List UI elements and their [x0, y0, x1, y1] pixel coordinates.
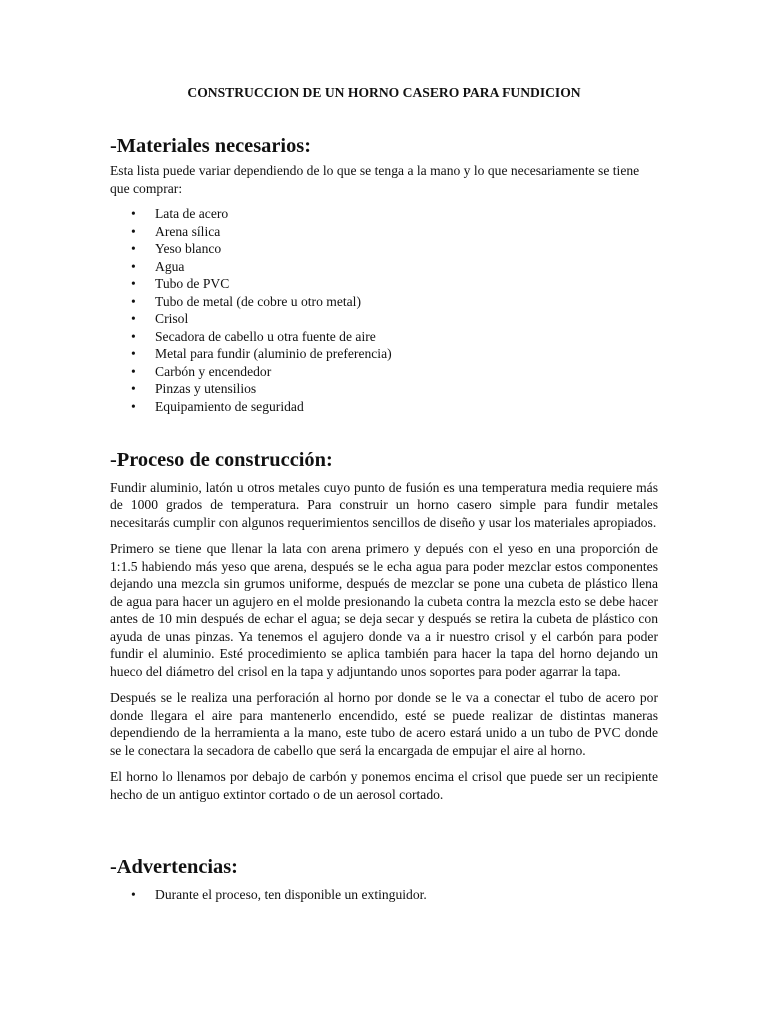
- process-heading: -Proceso de construcción:: [110, 449, 333, 471]
- process-paragraph-2: Primero se tiene que llenar la lata con arena primero y depués con el yeso en una proporción de 1:1.5 habiendo más yeso que arena, después se le echa agua para poder mezclar estos componentes dejando una mezcla sin grumos uniforme, después de mezclar se pone una cubeta de plástico llena de agua para hacer un agujero en el molde presionando la cubeta contra la mezcla esto se debe hacer antes de 10 min después de echar el agua; se deja secar y después se retira la cubeta de plástico con ayuda de unas pinzas. Ya tenemos el agujero donde va a ir nuestro crisol y el carbón para poder fundir el aluminio. Esté procedimiento se aplica también para hacer la tapa del horno dejando un hueco del diámetro del crisol en la tapa y adjuntando unos soportes para poder agarrar la tapa.: [110, 541, 658, 679]
- list-item: [110, 363, 658, 381]
- list-item: [110, 310, 658, 328]
- list-item: [110, 398, 658, 416]
- list-item-text: Lata de acero: [155, 206, 229, 221]
- bullet-icon: •: [131, 241, 136, 256]
- list-item-text: Pinzas y utensilios: [155, 381, 257, 396]
- list-item-text: Equipamiento de seguridad: [155, 398, 304, 414]
- list-item: [110, 380, 658, 398]
- list-item: [110, 223, 658, 241]
- bullet-icon: •: [131, 293, 136, 309]
- bullet-icon: •: [131, 398, 136, 414]
- bullet-icon: •: [131, 363, 136, 379]
- bullet-icon: •: [131, 206, 136, 221]
- list-item-text: Carbón y encendedor: [155, 363, 272, 379]
- bullet-icon: •: [131, 276, 136, 291]
- list-item-text: Metal para fundir (aluminio de preferencia): [155, 346, 392, 361]
- bullet-icon: •: [131, 223, 136, 239]
- process-paragraph-4: El horno lo llenamos por debajo de carbón y ponemos encima el crisol que puede ser un recipiente hecho de un antiguo extintor cortado o de un aerosol cortado.: [110, 769, 658, 802]
- list-item-text: Tubo de metal (de cobre u otro metal): [155, 293, 361, 309]
- warnings-list: [110, 886, 658, 904]
- bullet-icon: •: [131, 886, 136, 902]
- materials-list: [110, 205, 658, 415]
- document-page: [110, 84, 658, 903]
- bullet-icon: •: [131, 258, 136, 274]
- list-item: [110, 205, 658, 223]
- list-item-text: Durante el proceso, ten disponible un extinguidor.: [155, 886, 427, 902]
- materials-heading: -Materiales necesarios:: [110, 134, 311, 157]
- list-item: [110, 328, 658, 346]
- materials-intro: Esta lista puede variar dependiendo de lo que se tenga a la mano y lo que necesariamente se tiene que comprar:: [110, 163, 640, 196]
- list-item: [110, 240, 658, 258]
- list-item-text: Agua: [155, 258, 185, 274]
- bullet-icon: •: [131, 311, 136, 326]
- list-item: [110, 293, 658, 311]
- list-item-text: Secadora de cabello u otra fuente de aire: [155, 328, 376, 344]
- bullet-icon: •: [131, 346, 136, 361]
- process-paragraph-1: Fundir aluminio, latón u otros metales cuyo punto de fusión es una temperatura media requiere más de 1000 grados de temperatura. Para construir un horno casero simple para fundir metales necesitarás cumplir con algunos requerimientos sencillos de diseño y usar los materiales apropiados.: [110, 479, 658, 530]
- document-title: CONSTRUCCION DE UN HORNO CASERO PARA FUNDICION: [187, 85, 581, 100]
- list-item-text: Yeso blanco: [155, 241, 222, 256]
- list-item: [110, 886, 658, 904]
- list-item: [110, 345, 658, 363]
- list-item-text: Tubo de PVC: [155, 276, 230, 291]
- list-item: [110, 258, 658, 276]
- list-item-text: Arena sílica: [155, 223, 221, 239]
- list-item-text: Crisol: [155, 311, 189, 326]
- bullet-icon: •: [131, 328, 136, 344]
- bullet-icon: •: [131, 381, 136, 396]
- warnings-heading: -Advertencias:: [110, 856, 238, 878]
- list-item: [110, 275, 658, 293]
- process-paragraph-3: Después se le realiza una perforación al horno por donde se le va a conectar el tubo de acero por donde llegara el aire para mantenerlo encendido, esté se puede realizar de distintas maneras dependiendo de la herramienta a la mano, este tubo de acero estará unido a un tubo de PVC donde se le conectara la secadora de cabello que será la encargada de empujar el aire al horno.: [110, 690, 658, 758]
